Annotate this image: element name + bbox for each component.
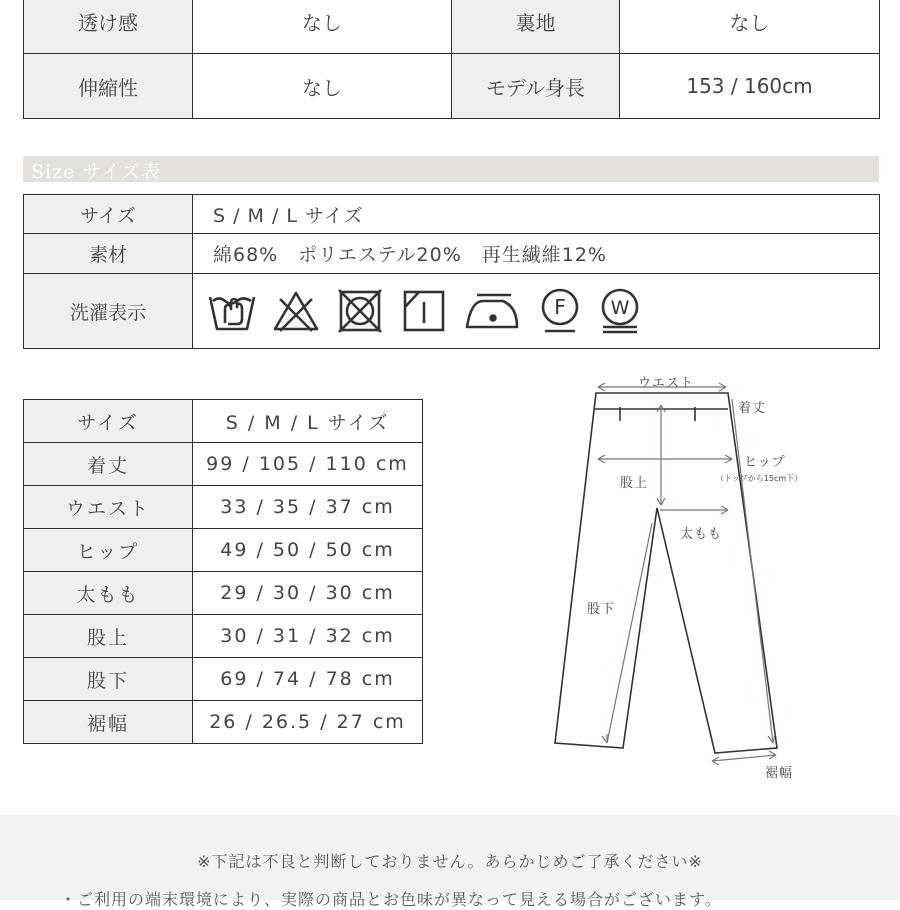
hip-note: （トップから15cm下） bbox=[716, 474, 803, 483]
table-row bbox=[24, 195, 880, 234]
dry-clean-letter: F bbox=[554, 295, 566, 319]
no-tumble-dry-icon bbox=[335, 289, 385, 333]
waist-label: ウエスト bbox=[638, 376, 695, 391]
hem-label: 裾幅 bbox=[765, 766, 794, 781]
measure-value: 26 / 26.5 / 27 cm bbox=[193, 701, 423, 744]
size-value: S / M / L サイズ bbox=[193, 195, 880, 234]
section-title: Size サイズ表 bbox=[31, 161, 161, 183]
table-row bbox=[24, 274, 880, 349]
size-section-banner bbox=[23, 156, 879, 182]
table-row bbox=[24, 572, 423, 615]
measure-label: 太もも bbox=[24, 572, 193, 615]
size-header-label: サイズ bbox=[24, 400, 193, 443]
wash-symbols-cell bbox=[193, 274, 880, 349]
size-label: サイズ bbox=[24, 195, 193, 234]
hip-label: ヒップ bbox=[744, 455, 786, 470]
spec-value: なし bbox=[193, 0, 452, 54]
spec-label: モデル身長 bbox=[452, 54, 620, 119]
pants-diagram bbox=[540, 365, 840, 785]
no-bleach-icon bbox=[271, 289, 321, 333]
table-row bbox=[24, 400, 423, 443]
thigh-label: 太もも bbox=[680, 527, 723, 542]
table-row bbox=[24, 615, 423, 658]
material-spec-table bbox=[23, 0, 880, 119]
measure-value: 30 / 31 / 32 cm bbox=[193, 615, 423, 658]
line-dry-shade-icon bbox=[399, 289, 449, 333]
inseam-label: 股下 bbox=[587, 602, 616, 617]
length-label: 着丈 bbox=[738, 401, 767, 416]
notice-box bbox=[0, 815, 900, 909]
spec-label: 裏地 bbox=[452, 0, 620, 54]
spec-value: なし bbox=[193, 54, 452, 119]
spec-value: 153 / 160cm bbox=[620, 54, 880, 119]
measure-label: 着丈 bbox=[24, 443, 193, 486]
spec-label: 伸縮性 bbox=[24, 54, 193, 119]
material-value: 綿68% ポリエステル20% 再生繊維12% bbox=[193, 234, 880, 274]
notice-line-1: ※下記は不良と判断しておりません。あらかじめご了承ください※ bbox=[197, 852, 703, 871]
notice-line-2: ・ご利用の端末環境により、実際の商品とお色味が異なって見える場合がございます。 bbox=[60, 890, 722, 909]
table-row bbox=[24, 658, 423, 701]
wash-label: 洗濯表示 bbox=[24, 274, 193, 349]
rise-label: 股上 bbox=[620, 476, 649, 491]
spec-value: なし bbox=[620, 0, 880, 54]
measure-label: 裾幅 bbox=[24, 701, 193, 744]
table-row bbox=[24, 486, 423, 529]
hand-wash-icon bbox=[207, 289, 257, 333]
measure-label: 股上 bbox=[24, 615, 193, 658]
size-measurement-table bbox=[23, 399, 423, 744]
material-label: 素材 bbox=[24, 234, 193, 274]
measure-value: 49 / 50 / 50 cm bbox=[193, 529, 423, 572]
size-header-value: S / M / L サイズ bbox=[193, 400, 423, 443]
wet-clean-letter: W bbox=[610, 297, 630, 319]
table-row bbox=[24, 701, 423, 744]
spec-label: 透け感 bbox=[24, 0, 193, 54]
table-row bbox=[24, 0, 880, 54]
size-info-table bbox=[23, 194, 880, 349]
table-row bbox=[24, 54, 880, 119]
measure-value: 99 / 105 / 110 cm bbox=[193, 443, 423, 486]
measure-label: ヒップ bbox=[24, 529, 193, 572]
table-row bbox=[24, 529, 423, 572]
table-row bbox=[24, 443, 423, 486]
wet-clean-w-icon bbox=[597, 287, 643, 335]
measure-label: 股下 bbox=[24, 658, 193, 701]
dry-clean-f-icon bbox=[537, 287, 583, 335]
low-iron-icon bbox=[463, 289, 523, 333]
measure-value: 69 / 74 / 78 cm bbox=[193, 658, 423, 701]
table-row bbox=[24, 234, 880, 274]
measure-value: 33 / 35 / 37 cm bbox=[193, 486, 423, 529]
measure-value: 29 / 30 / 30 cm bbox=[193, 572, 423, 615]
measure-label: ウエスト bbox=[24, 486, 193, 529]
